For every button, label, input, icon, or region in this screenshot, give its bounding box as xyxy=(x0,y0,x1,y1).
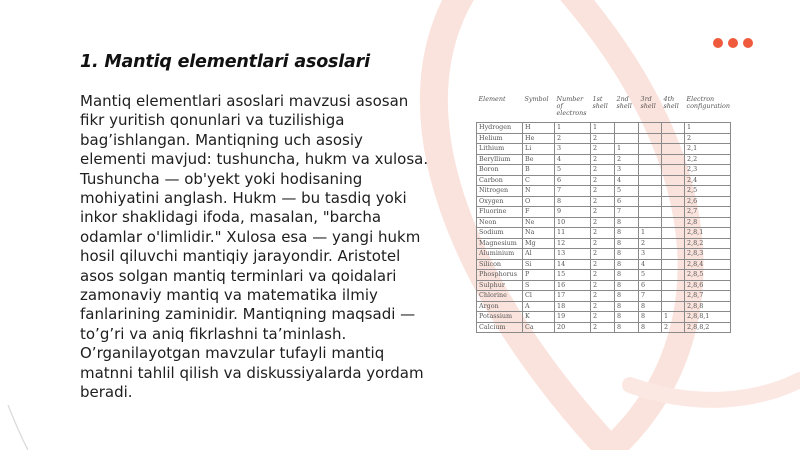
table-header-cell: Number of electrons xyxy=(555,96,591,123)
table-cell: 10 xyxy=(555,217,591,228)
table-cell: Ne xyxy=(523,217,555,228)
table-header-cell: 1st shell xyxy=(591,96,615,123)
table-cell: Silicon xyxy=(477,259,523,270)
decorative-line-left-edge xyxy=(8,405,28,450)
table-cell: He xyxy=(523,133,555,144)
table-cell: 2,8,8 xyxy=(685,301,731,312)
table-cell xyxy=(662,217,685,228)
table-cell: 1 xyxy=(685,123,731,134)
table-cell: 20 xyxy=(555,322,591,333)
table-cell: Neon xyxy=(477,217,523,228)
table-cell: 2 xyxy=(591,207,615,218)
table-cell: 2 xyxy=(591,301,615,312)
table-cell: 2 xyxy=(591,175,615,186)
table-cell: Argon xyxy=(477,301,523,312)
table-cell: 2,8,8,2 xyxy=(685,322,731,333)
table-header-cell: Electron configuration xyxy=(685,96,731,123)
menu-dots xyxy=(713,38,753,48)
table-cell xyxy=(639,123,662,134)
table-cell: Si xyxy=(523,259,555,270)
table-row xyxy=(477,207,731,218)
table-cell: 15 xyxy=(555,270,591,281)
table-cell xyxy=(662,207,685,218)
table-cell: Sulphur xyxy=(477,280,523,291)
table-cell: 2,5 xyxy=(685,186,731,197)
table-cell xyxy=(662,144,685,155)
table-cell: 7 xyxy=(639,291,662,302)
table-cell: 2 xyxy=(591,238,615,249)
table-row xyxy=(477,186,731,197)
table-cell: 6 xyxy=(615,196,639,207)
table-cell: P xyxy=(523,270,555,281)
table-cell xyxy=(639,186,662,197)
table-cell: 1 xyxy=(662,312,685,323)
table-cell: 8 xyxy=(639,322,662,333)
table-cell: 19 xyxy=(555,312,591,323)
table-cell: Be xyxy=(523,154,555,165)
table-cell: 3 xyxy=(615,165,639,176)
table-cell: 8 xyxy=(615,249,639,260)
table-row xyxy=(477,291,731,302)
table-cell: Oxygen xyxy=(477,196,523,207)
table-row xyxy=(477,238,731,249)
table-cell: F xyxy=(523,207,555,218)
table-cell: 2,8,8,1 xyxy=(685,312,731,323)
table-cell: 8 xyxy=(615,228,639,239)
table-cell: 2,8,6 xyxy=(685,280,731,291)
table-cell: 2,8,3 xyxy=(685,249,731,260)
dot-icon xyxy=(713,38,723,48)
table-cell: 2 xyxy=(591,217,615,228)
slide-body-text: Mantiq elementlari asoslari mavzusi asosan fikr yuritish qonunlari va tuzilishiga bag’ishlangan. Mantiqning uch asosiy elementi mavjud: tushuncha, hukm va xulosa. Tushuncha — ob'yekt yoki hodisaning mohiyatini anglash. Hukm — bu tasdiq yoki inkor shaklidagi ifoda, masalan, "barcha odamlar o'limlidir." Xulosa esa — yangi hukm hosil qiluvchi mantiqiy jarayondir. Aristotel asos solgan mantiq terminlari va qoidalari zamonaviy mantiq va matematika ilmiy fanlarining zaminidir. Mantiqning maqsadi — to’g’ri va aniq fikrlashni ta’minlash. O’rganilayotgan mavzular tufayli mantiq matnni tahlil qilish va diskussiyalarda yordam beradi. xyxy=(80,92,429,402)
table-cell: Helium xyxy=(477,133,523,144)
table-cell: 5 xyxy=(615,186,639,197)
table-cell: 2,3 xyxy=(685,165,731,176)
table-cell: 2 xyxy=(591,280,615,291)
table-row xyxy=(477,301,731,312)
table-cell: 6 xyxy=(639,280,662,291)
table-cell: 8 xyxy=(555,196,591,207)
table-cell: A xyxy=(523,301,555,312)
table-cell: 2 xyxy=(591,196,615,207)
table-row xyxy=(477,165,731,176)
table-cell xyxy=(639,165,662,176)
table-row xyxy=(477,196,731,207)
table-cell: 2 xyxy=(591,259,615,270)
table-cell: 8 xyxy=(615,217,639,228)
table-cell: 2,8 xyxy=(685,217,731,228)
table-cell: 17 xyxy=(555,291,591,302)
table-cell: 2,7 xyxy=(685,207,731,218)
table-cell: 2,4 xyxy=(685,175,731,186)
table-cell: Hydrogen xyxy=(477,123,523,134)
table-cell: K xyxy=(523,312,555,323)
table-cell: 16 xyxy=(555,280,591,291)
table-cell xyxy=(662,259,685,270)
table-cell: 13 xyxy=(555,249,591,260)
table-cell xyxy=(615,123,639,134)
table-cell xyxy=(662,175,685,186)
table-cell xyxy=(662,270,685,281)
table-cell: 5 xyxy=(639,270,662,281)
table-cell: 12 xyxy=(555,238,591,249)
element-table-image xyxy=(476,96,730,333)
table-cell: Lithium xyxy=(477,144,523,155)
table-row xyxy=(477,322,731,333)
slide-title: 1. Mantiq elementlari asoslari xyxy=(80,52,370,72)
table-row xyxy=(477,312,731,323)
table-cell xyxy=(615,133,639,144)
table-row xyxy=(477,154,731,165)
table-row xyxy=(477,280,731,291)
table-cell: 2,8,7 xyxy=(685,291,731,302)
table-cell: Aluminium xyxy=(477,249,523,260)
table-cell xyxy=(662,228,685,239)
table-cell: 2 xyxy=(591,154,615,165)
table-cell xyxy=(662,301,685,312)
table-row xyxy=(477,133,731,144)
table-cell xyxy=(662,165,685,176)
table-cell: 5 xyxy=(555,165,591,176)
table-cell: 2,1 xyxy=(685,144,731,155)
table-row xyxy=(477,175,731,186)
table-cell: 2 xyxy=(662,322,685,333)
table-header-row xyxy=(477,96,731,123)
table-cell: S xyxy=(523,280,555,291)
table-header-cell: Element xyxy=(477,96,523,123)
table-cell xyxy=(662,133,685,144)
table-cell: 2 xyxy=(639,238,662,249)
table-body xyxy=(477,123,731,333)
table-cell: 1 xyxy=(591,123,615,134)
table-cell xyxy=(639,175,662,186)
table-cell: 2 xyxy=(591,291,615,302)
table-cell xyxy=(662,123,685,134)
table-cell: 2 xyxy=(591,144,615,155)
table-row xyxy=(477,270,731,281)
table-cell: Beryllium xyxy=(477,154,523,165)
table-cell: 2,8,4 xyxy=(685,259,731,270)
table-cell: 8 xyxy=(639,312,662,323)
table-cell: 4 xyxy=(555,154,591,165)
table-cell: Carbon xyxy=(477,175,523,186)
table-cell: 8 xyxy=(615,270,639,281)
table-cell: 2,2 xyxy=(685,154,731,165)
table-row xyxy=(477,144,731,155)
table-cell: 8 xyxy=(615,291,639,302)
table-cell: 4 xyxy=(639,259,662,270)
table-cell: 4 xyxy=(615,175,639,186)
table-cell: 8 xyxy=(639,301,662,312)
dot-icon xyxy=(743,38,753,48)
table-row xyxy=(477,259,731,270)
table-cell xyxy=(662,154,685,165)
table-cell: Ca xyxy=(523,322,555,333)
table-cell: 8 xyxy=(615,301,639,312)
table-cell xyxy=(639,144,662,155)
table-cell: 2 xyxy=(591,270,615,281)
table-cell: 7 xyxy=(555,186,591,197)
table-cell xyxy=(662,249,685,260)
dot-icon xyxy=(728,38,738,48)
table-cell xyxy=(662,291,685,302)
table-row xyxy=(477,123,731,134)
table-cell: 2 xyxy=(555,133,591,144)
table-cell: 2,8,2 xyxy=(685,238,731,249)
table-cell xyxy=(639,207,662,218)
table-cell: 2,8,1 xyxy=(685,228,731,239)
table-row xyxy=(477,228,731,239)
table-cell xyxy=(639,196,662,207)
table-cell: 2 xyxy=(615,154,639,165)
table-row xyxy=(477,217,731,228)
table-cell: 8 xyxy=(615,238,639,249)
table-cell: Nitrogen xyxy=(477,186,523,197)
table-cell: 1 xyxy=(555,123,591,134)
table-cell: H xyxy=(523,123,555,134)
table-cell: 9 xyxy=(555,207,591,218)
table-cell: B xyxy=(523,165,555,176)
table-cell: 8 xyxy=(615,312,639,323)
table-cell: Na xyxy=(523,228,555,239)
table-header-cell: 4th shell xyxy=(662,96,685,123)
table-cell xyxy=(662,238,685,249)
table-cell xyxy=(639,217,662,228)
table-cell: 8 xyxy=(615,259,639,270)
table-cell: O xyxy=(523,196,555,207)
table-cell xyxy=(639,133,662,144)
table-cell xyxy=(662,196,685,207)
table-cell: Boron xyxy=(477,165,523,176)
table-cell: 11 xyxy=(555,228,591,239)
table-cell: Chlorine xyxy=(477,291,523,302)
table-cell: 2 xyxy=(685,133,731,144)
table-cell: C xyxy=(523,175,555,186)
table-cell: Al xyxy=(523,249,555,260)
table-header-cell: Symbol xyxy=(523,96,555,123)
table-cell: 2 xyxy=(591,133,615,144)
table-cell: 2 xyxy=(591,165,615,176)
table-cell: 1 xyxy=(615,144,639,155)
table-cell: 6 xyxy=(555,175,591,186)
table-cell: Potassium xyxy=(477,312,523,323)
table-cell: 7 xyxy=(615,207,639,218)
table-cell: 2,8,5 xyxy=(685,270,731,281)
table-cell: 3 xyxy=(555,144,591,155)
table-row xyxy=(477,249,731,260)
table-cell: Phosphorus xyxy=(477,270,523,281)
table-cell: Sodium xyxy=(477,228,523,239)
table-cell: N xyxy=(523,186,555,197)
table-cell: 2,6 xyxy=(685,196,731,207)
table-cell: 2 xyxy=(591,228,615,239)
table-cell xyxy=(639,154,662,165)
table-header-cell: 3rd shell xyxy=(639,96,662,123)
table-cell: 8 xyxy=(615,322,639,333)
table-cell xyxy=(662,280,685,291)
table-cell: Calcium xyxy=(477,322,523,333)
table-cell: 2 xyxy=(591,312,615,323)
table-cell: Magnesium xyxy=(477,238,523,249)
table-cell: 1 xyxy=(639,228,662,239)
table-cell: Cl xyxy=(523,291,555,302)
table-cell: 2 xyxy=(591,249,615,260)
table-cell: Li xyxy=(523,144,555,155)
table-cell: 2 xyxy=(591,186,615,197)
element-table xyxy=(476,96,731,333)
table-header-cell: 2nd shell xyxy=(615,96,639,123)
table-cell xyxy=(662,186,685,197)
table-cell: Mg xyxy=(523,238,555,249)
table-cell: 18 xyxy=(555,301,591,312)
table-cell: 2 xyxy=(591,322,615,333)
table-cell: 8 xyxy=(615,280,639,291)
table-cell: 3 xyxy=(639,249,662,260)
table-cell: Fluorine xyxy=(477,207,523,218)
table-cell: 14 xyxy=(555,259,591,270)
